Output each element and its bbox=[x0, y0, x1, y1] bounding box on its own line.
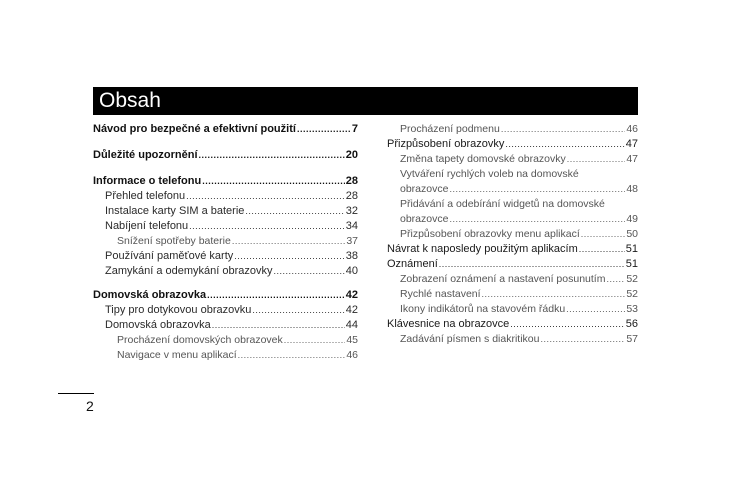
toc-entry[interactable] bbox=[387, 182, 638, 197]
dot-leader bbox=[234, 249, 345, 264]
toc-entry[interactable] bbox=[93, 288, 358, 303]
dot-leader bbox=[606, 272, 625, 287]
dot-leader bbox=[252, 303, 344, 318]
toc-entry[interactable] bbox=[93, 148, 358, 163]
toc-entry-page: 40 bbox=[345, 265, 358, 277]
toc-entry-title: Domovská obrazovka bbox=[105, 319, 211, 331]
toc-entry-title: Přehled telefonu bbox=[105, 190, 186, 202]
toc-entry-page: 48 bbox=[626, 183, 638, 195]
toc-entry[interactable] bbox=[93, 264, 358, 279]
toc-entry-page: 52 bbox=[626, 273, 638, 285]
toc-entry-title: Nabíjení telefonu bbox=[105, 220, 189, 232]
dot-leader bbox=[501, 122, 625, 137]
toc-entry-title: Přizpůsobení obrazovky bbox=[387, 138, 505, 150]
dot-leader bbox=[274, 264, 345, 279]
toc-entry[interactable] bbox=[387, 137, 638, 152]
toc-entry-title-line: Přidávání a odebírání widgetů na domovské bbox=[400, 198, 605, 210]
toc-entry-page: 42 bbox=[345, 304, 358, 316]
toc-entry-title: Zobrazení oznámení a nastavení posunutím bbox=[400, 273, 606, 285]
toc-entry-page: 28 bbox=[345, 190, 358, 202]
toc-entry-page: 51 bbox=[625, 258, 638, 270]
dot-leader bbox=[297, 122, 351, 137]
toc-entry[interactable] bbox=[387, 122, 638, 137]
toc-entry-title: Používání paměťové karty bbox=[105, 250, 234, 262]
dot-leader bbox=[449, 212, 625, 227]
toc-entry[interactable] bbox=[93, 348, 358, 363]
toc-entry-title: Domovská obrazovka bbox=[93, 289, 207, 301]
dot-leader bbox=[579, 242, 625, 257]
dot-leader bbox=[449, 182, 625, 197]
toc-entry[interactable] bbox=[93, 333, 358, 348]
toc-entry-title: Tipy pro dotykovou obrazovku bbox=[105, 304, 252, 316]
toc-entry-title: Oznámení bbox=[387, 258, 438, 270]
toc-entry-page: 32 bbox=[345, 205, 358, 217]
dot-leader bbox=[284, 333, 346, 348]
dot-leader bbox=[439, 257, 625, 272]
toc-entry[interactable] bbox=[387, 257, 638, 272]
toc-entry-page: 45 bbox=[346, 334, 358, 346]
dot-leader bbox=[482, 287, 626, 302]
dot-leader bbox=[540, 332, 625, 347]
header-bar bbox=[93, 87, 638, 115]
toc-entry[interactable] bbox=[387, 302, 638, 317]
dot-leader bbox=[207, 288, 345, 303]
toc-entry-title: Procházení domovských obrazovek bbox=[117, 334, 283, 346]
toc-entry-page: 52 bbox=[626, 288, 638, 300]
dot-leader bbox=[238, 348, 346, 363]
toc-entry-page: 47 bbox=[626, 153, 638, 165]
toc-entry-page: 20 bbox=[345, 149, 358, 161]
toc-entry-title: Přizpůsobení obrazovky menu aplikací bbox=[400, 228, 580, 240]
toc-entry[interactable] bbox=[387, 152, 638, 167]
dot-leader bbox=[232, 234, 345, 249]
toc-entry-page: 38 bbox=[345, 250, 358, 262]
page-number: 2 bbox=[86, 398, 94, 414]
toc-entry[interactable] bbox=[93, 234, 358, 249]
dot-leader bbox=[245, 204, 344, 219]
toc-entry[interactable] bbox=[387, 242, 638, 257]
toc-entry-title: Rychlé nastavení bbox=[400, 288, 481, 300]
toc-entry-page: 37 bbox=[346, 235, 358, 247]
toc-entry-title: Zamykání a odemykání obrazovky bbox=[105, 265, 273, 277]
toc-entry-page: 49 bbox=[626, 213, 638, 225]
toc-entry-title: Návod pro bezpečné a efektivní použití bbox=[93, 123, 296, 135]
dot-leader bbox=[510, 317, 624, 332]
dot-leader bbox=[566, 302, 625, 317]
dot-leader bbox=[202, 174, 345, 189]
toc-entry[interactable] bbox=[93, 174, 358, 189]
dot-leader bbox=[581, 227, 626, 242]
toc-entry[interactable] bbox=[387, 332, 638, 347]
toc-entry-page: 7 bbox=[351, 123, 358, 135]
toc-entry-page: 44 bbox=[345, 319, 358, 331]
toc-entry-page: 34 bbox=[345, 220, 358, 232]
toc-entry-title: Instalace karty SIM a baterie bbox=[105, 205, 245, 217]
toc-entry-page: 57 bbox=[626, 333, 638, 345]
toc-right-column bbox=[387, 122, 638, 347]
dot-leader bbox=[199, 148, 345, 163]
toc-entry-title: Klávesnice na obrazovce bbox=[387, 318, 510, 330]
toc-entry-page: 51 bbox=[625, 243, 638, 255]
toc-entry-page: 46 bbox=[346, 349, 358, 361]
toc-entry-title: Procházení podmenu bbox=[400, 123, 500, 135]
toc-entry[interactable] bbox=[387, 317, 638, 332]
toc-entry[interactable] bbox=[93, 249, 358, 264]
toc-entry-title: Informace o telefonu bbox=[93, 175, 202, 187]
toc-entry-page: 46 bbox=[626, 123, 638, 135]
dot-leader bbox=[212, 318, 345, 333]
toc-entry-page: 28 bbox=[345, 175, 358, 187]
page-title: Obsah bbox=[99, 89, 161, 112]
toc-entry-title-line: Vytváření rychlých voleb na domovské bbox=[400, 168, 579, 180]
toc-entry-title: obrazovce bbox=[400, 213, 449, 225]
dot-leader bbox=[189, 219, 345, 234]
toc-entry[interactable] bbox=[93, 122, 358, 137]
toc-entry[interactable] bbox=[93, 204, 358, 219]
toc-entry[interactable] bbox=[387, 272, 638, 287]
toc-entry-page: 50 bbox=[626, 228, 638, 240]
toc-entry-title: obrazovce bbox=[400, 183, 449, 195]
toc-entry-title: Navigace v menu aplikací bbox=[117, 349, 237, 361]
toc-entry[interactable] bbox=[93, 303, 358, 318]
toc-entry[interactable] bbox=[387, 287, 638, 302]
toc-entry[interactable] bbox=[387, 212, 638, 227]
page-number-rule bbox=[58, 393, 94, 394]
toc-entry-title: Změna tapety domovské obrazovky bbox=[400, 153, 566, 165]
toc-entry-title: Snížení spotřeby baterie bbox=[117, 235, 231, 247]
toc-entry-page: 47 bbox=[625, 138, 638, 150]
toc-entry-page: 42 bbox=[345, 289, 358, 301]
dot-leader bbox=[505, 137, 624, 152]
toc-left-column bbox=[93, 122, 358, 363]
toc-entry-title: Návrat k naposledy použitým aplikacím bbox=[387, 243, 578, 255]
dot-leader bbox=[567, 152, 626, 167]
toc-entry[interactable] bbox=[93, 189, 358, 204]
dot-leader bbox=[186, 189, 345, 204]
toc-entry-page: 56 bbox=[625, 318, 638, 330]
toc-entry-page: 53 bbox=[626, 303, 638, 315]
toc-entry-title: Zadávání písmen s diakritikou bbox=[400, 333, 540, 345]
toc-entry[interactable] bbox=[387, 227, 638, 242]
toc-entry-title: Důležité upozornění bbox=[93, 149, 198, 161]
toc-entry-title: Ikony indikátorů na stavovém řádku bbox=[400, 303, 566, 315]
toc-entry[interactable] bbox=[93, 219, 358, 234]
toc-entry[interactable] bbox=[93, 318, 358, 333]
